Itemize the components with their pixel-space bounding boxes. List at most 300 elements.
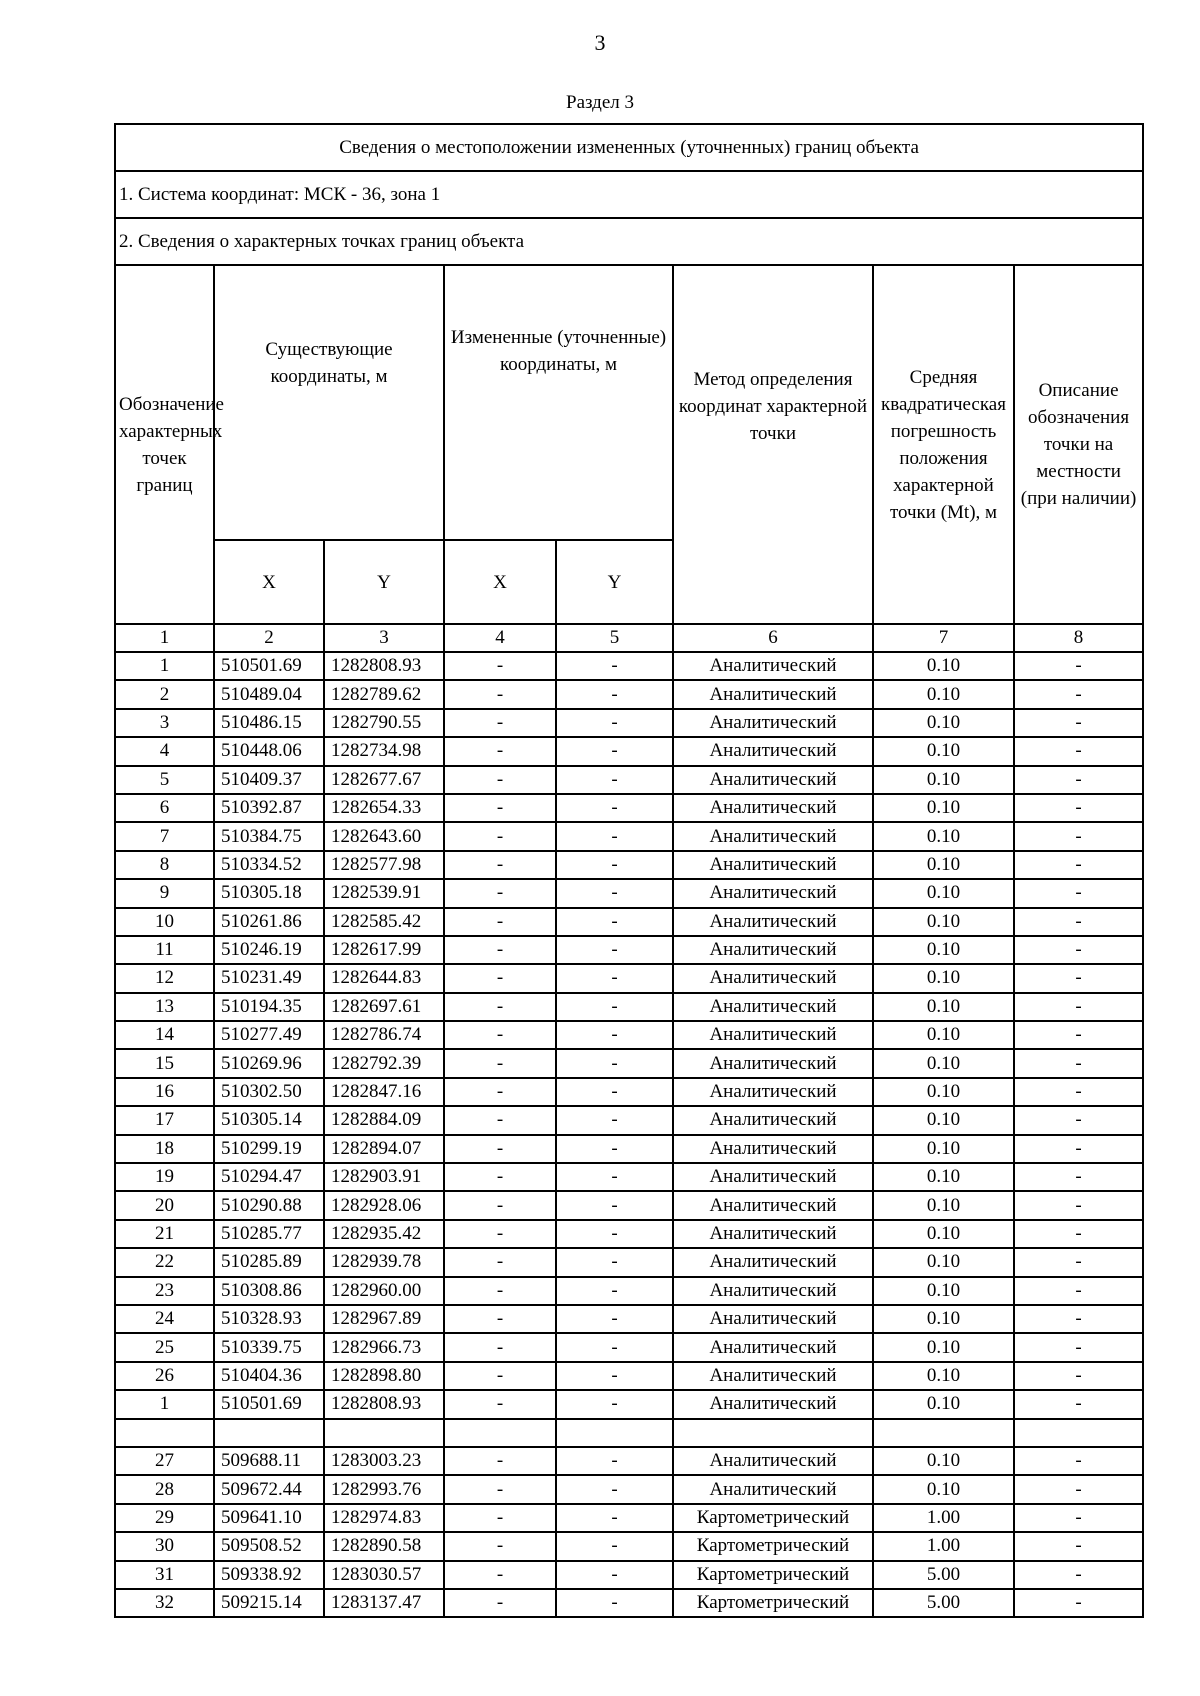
header-accuracy: Средняя квадратическая погрешность положения характерной точки (Mt), м [873,265,1014,624]
cell-description: - [1014,1191,1143,1219]
cell-existing-y: 1283137.47 [324,1589,444,1617]
column-number: 3 [324,624,444,652]
cell-existing-y: 1282643.60 [324,822,444,850]
table-row [115,1589,1143,1617]
cell-changed-y: - [556,1561,673,1589]
cell-changed-y: - [556,766,673,794]
cell-changed-x: - [444,1248,556,1276]
empty-cell [673,1419,873,1447]
cell-description: - [1014,1220,1143,1248]
cell-point-id: 25 [115,1333,214,1361]
cell-existing-x: 510290.88 [214,1191,324,1219]
cell-changed-x: - [444,936,556,964]
header-description: Описание обозначения точки на местности (при наличии) [1014,265,1143,624]
cell-existing-y: 1282697.61 [324,993,444,1021]
cell-accuracy: 0.10 [873,1333,1014,1361]
cell-method: Аналитический [673,1078,873,1106]
header-existing-x: X [214,540,324,624]
cell-existing-y: 1282967.89 [324,1305,444,1333]
cell-existing-x: 510269.96 [214,1049,324,1077]
table-row [115,737,1143,765]
cell-point-id: 24 [115,1305,214,1333]
column-number: 7 [873,624,1014,652]
cell-accuracy: 0.10 [873,1277,1014,1305]
cell-existing-y: 1282939.78 [324,1248,444,1276]
cell-description: - [1014,709,1143,737]
table-row [115,993,1143,1021]
cell-changed-x: - [444,1589,556,1617]
cell-method: Аналитический [673,993,873,1021]
cell-accuracy: 0.10 [873,1078,1014,1106]
cell-method: Аналитический [673,1333,873,1361]
table-row [115,908,1143,936]
cell-method: Аналитический [673,709,873,737]
cell-description: - [1014,1447,1143,1475]
cell-changed-y: - [556,1163,673,1191]
cell-changed-y: - [556,1532,673,1560]
column-number: 1 [115,624,214,652]
cell-existing-x: 510404.36 [214,1362,324,1390]
cell-method: Аналитический [673,908,873,936]
table-row [115,1191,1143,1219]
cell-description: - [1014,1475,1143,1503]
cell-method: Аналитический [673,1021,873,1049]
cell-existing-y: 1282585.42 [324,908,444,936]
cell-changed-x: - [444,1390,556,1418]
cell-accuracy: 0.10 [873,1106,1014,1134]
cell-method: Аналитический [673,936,873,964]
cell-existing-x: 510231.49 [214,964,324,992]
cell-existing-x: 509641.10 [214,1504,324,1532]
cell-changed-x: - [444,1220,556,1248]
cell-existing-x: 510246.19 [214,936,324,964]
points-heading: 2. Сведения о характерных точках границ объекта [115,218,1143,265]
cell-changed-y: - [556,908,673,936]
header-changed-y: Y [556,540,673,624]
cell-accuracy: 0.10 [873,1021,1014,1049]
cell-point-id: 2 [115,680,214,708]
cell-accuracy: 0.10 [873,964,1014,992]
cell-changed-x: - [444,794,556,822]
cell-description: - [1014,1135,1143,1163]
cell-method: Аналитический [673,1220,873,1248]
cell-point-id: 19 [115,1163,214,1191]
table-row [115,1135,1143,1163]
cell-existing-y: 1282894.07 [324,1135,444,1163]
cell-existing-y: 1282928.06 [324,1191,444,1219]
cell-existing-x: 509215.14 [214,1589,324,1617]
cell-existing-x: 510308.86 [214,1277,324,1305]
cell-point-id: 14 [115,1021,214,1049]
cell-changed-x: - [444,737,556,765]
cell-accuracy: 0.10 [873,851,1014,879]
table-row [115,1163,1143,1191]
cell-existing-y: 1282898.80 [324,1362,444,1390]
cell-point-id: 22 [115,1248,214,1276]
cell-point-id: 5 [115,766,214,794]
cell-changed-x: - [444,652,556,680]
cell-accuracy: 0.10 [873,1049,1014,1077]
cell-existing-y: 1282808.93 [324,1390,444,1418]
cell-changed-x: - [444,1049,556,1077]
cell-point-id: 20 [115,1191,214,1219]
table-row [115,1277,1143,1305]
cell-existing-x: 510305.18 [214,879,324,907]
cell-changed-y: - [556,1333,673,1361]
cell-method: Аналитический [673,879,873,907]
header-changed-x: X [444,540,556,624]
section-title: Раздел 3 [566,92,634,113]
cell-point-id: 4 [115,737,214,765]
cell-accuracy: 0.10 [873,1220,1014,1248]
cell-point-id: 30 [115,1532,214,1560]
cell-changed-y: - [556,993,673,1021]
cell-existing-y: 1282677.67 [324,766,444,794]
table-row [115,1390,1143,1418]
table-row [115,1078,1143,1106]
cell-accuracy: 0.10 [873,936,1014,964]
cell-existing-x: 510285.89 [214,1248,324,1276]
table-row [115,1305,1143,1333]
cell-changed-x: - [444,1021,556,1049]
cell-description: - [1014,1106,1143,1134]
cell-method: Аналитический [673,1447,873,1475]
cell-description: - [1014,1248,1143,1276]
cell-existing-x: 510328.93 [214,1305,324,1333]
cell-method: Аналитический [673,680,873,708]
cell-point-id: 31 [115,1561,214,1589]
cell-changed-x: - [444,1504,556,1532]
cell-accuracy: 0.10 [873,1305,1014,1333]
table-row [115,1475,1143,1503]
cell-existing-x: 510448.06 [214,737,324,765]
cell-description: - [1014,1305,1143,1333]
cell-existing-x: 509338.92 [214,1561,324,1589]
cell-changed-y: - [556,709,673,737]
cell-method: Аналитический [673,1049,873,1077]
cell-description: - [1014,879,1143,907]
cell-existing-x: 510486.15 [214,709,324,737]
cell-existing-y: 1282577.98 [324,851,444,879]
cell-description: - [1014,1277,1143,1305]
cell-changed-x: - [444,879,556,907]
cell-accuracy: 0.10 [873,1248,1014,1276]
cell-changed-y: - [556,1504,673,1532]
cell-existing-y: 1282786.74 [324,1021,444,1049]
table-row [115,1106,1143,1134]
table-row [115,1362,1143,1390]
cell-accuracy: 1.00 [873,1504,1014,1532]
cell-existing-y: 1282734.98 [324,737,444,765]
cell-changed-y: - [556,936,673,964]
cell-changed-y: - [556,1277,673,1305]
cell-changed-x: - [444,1447,556,1475]
cell-point-id: 23 [115,1277,214,1305]
cell-existing-y: 1282789.62 [324,680,444,708]
header-existing-y: Y [324,540,444,624]
cell-existing-y: 1282935.42 [324,1220,444,1248]
cell-changed-x: - [444,1561,556,1589]
cell-changed-y: - [556,1390,673,1418]
cell-method: Аналитический [673,1277,873,1305]
cell-existing-y: 1282993.76 [324,1475,444,1503]
cell-changed-y: - [556,851,673,879]
cell-existing-x: 510489.04 [214,680,324,708]
cell-point-id: 28 [115,1475,214,1503]
cell-existing-y: 1283030.57 [324,1561,444,1589]
cell-method: Аналитический [673,1390,873,1418]
cell-changed-x: - [444,851,556,879]
cell-existing-y: 1282890.58 [324,1532,444,1560]
cell-existing-y: 1282654.33 [324,794,444,822]
table-row [115,680,1143,708]
cell-description: - [1014,1333,1143,1361]
cell-existing-x: 510501.69 [214,1390,324,1418]
table-row [115,1248,1143,1276]
cell-accuracy: 0.10 [873,1447,1014,1475]
cell-description: - [1014,1163,1143,1191]
empty-cell [214,1419,324,1447]
table-row [115,851,1143,879]
table-row [115,936,1143,964]
table-row [115,822,1143,850]
cell-changed-y: - [556,1078,673,1106]
column-number: 6 [673,624,873,652]
cell-description: - [1014,851,1143,879]
cell-point-id: 6 [115,794,214,822]
cell-description: - [1014,822,1143,850]
cell-existing-y: 1282884.09 [324,1106,444,1134]
cell-point-id: 17 [115,1106,214,1134]
cell-existing-y: 1282617.99 [324,936,444,964]
cell-changed-x: - [444,1305,556,1333]
table-title: Сведения о местоположении измененных (уточненных) границ объекта [115,124,1143,171]
cell-method: Картометрический [673,1589,873,1617]
cell-changed-y: - [556,1135,673,1163]
table-row [115,1220,1143,1248]
cell-existing-y: 1282974.83 [324,1504,444,1532]
cell-accuracy: 0.10 [873,822,1014,850]
cell-method: Картометрический [673,1532,873,1560]
cell-method: Аналитический [673,794,873,822]
cell-changed-x: - [444,1475,556,1503]
cell-description: - [1014,1589,1143,1617]
cell-changed-y: - [556,964,673,992]
cell-description: - [1014,766,1143,794]
cell-description: - [1014,1532,1143,1560]
table-row [115,1333,1143,1361]
table-row [115,766,1143,794]
cell-point-id: 15 [115,1049,214,1077]
cell-existing-y: 1283003.23 [324,1447,444,1475]
cell-existing-y: 1282847.16 [324,1078,444,1106]
header-existing-coords: Существующие координаты, м [214,265,444,540]
cell-changed-y: - [556,1191,673,1219]
cell-changed-y: - [556,1362,673,1390]
cell-changed-x: - [444,908,556,936]
header-changed-coords: Измененные (уточненные) координаты, м [444,265,673,540]
cell-existing-y: 1282966.73 [324,1333,444,1361]
cell-description: - [1014,794,1143,822]
column-number: 5 [556,624,673,652]
cell-description: - [1014,1390,1143,1418]
cell-existing-y: 1282790.55 [324,709,444,737]
cell-changed-y: - [556,1475,673,1503]
cell-changed-y: - [556,1106,673,1134]
cell-existing-x: 510501.69 [214,652,324,680]
table-row [115,1021,1143,1049]
cell-point-id: 8 [115,851,214,879]
cell-changed-x: - [444,1277,556,1305]
cell-point-id: 12 [115,964,214,992]
cell-accuracy: 0.10 [873,908,1014,936]
table-row [115,1504,1143,1532]
empty-cell [324,1419,444,1447]
cell-method: Аналитический [673,1163,873,1191]
cell-method: Аналитический [673,964,873,992]
cell-existing-x: 510384.75 [214,822,324,850]
cell-existing-x: 510294.47 [214,1163,324,1191]
empty-cell [115,1419,214,1447]
cell-method: Аналитический [673,851,873,879]
cell-point-id: 27 [115,1447,214,1475]
cell-existing-x: 510334.52 [214,851,324,879]
cell-changed-y: - [556,737,673,765]
cell-changed-y: - [556,652,673,680]
cell-existing-x: 509508.52 [214,1532,324,1560]
cell-method: Аналитический [673,737,873,765]
cell-changed-x: - [444,1191,556,1219]
empty-cell [873,1419,1014,1447]
cell-changed-x: - [444,1163,556,1191]
cell-method: Аналитический [673,822,873,850]
cell-point-id: 3 [115,709,214,737]
cell-point-id: 18 [115,1135,214,1163]
cell-existing-y: 1282539.91 [324,879,444,907]
cell-changed-y: - [556,1447,673,1475]
cell-point-id: 1 [115,652,214,680]
cell-existing-x: 510392.87 [214,794,324,822]
cell-method: Аналитический [673,1248,873,1276]
cell-changed-y: - [556,1049,673,1077]
cell-changed-x: - [444,1106,556,1134]
cell-accuracy: 0.10 [873,993,1014,1021]
cell-point-id: 13 [115,993,214,1021]
cell-accuracy: 5.00 [873,1589,1014,1617]
cell-method: Картометрический [673,1504,873,1532]
cell-description: - [1014,936,1143,964]
cell-accuracy: 0.10 [873,680,1014,708]
cell-method: Аналитический [673,1362,873,1390]
column-number: 4 [444,624,556,652]
cell-changed-x: - [444,1333,556,1361]
cell-description: - [1014,1362,1143,1390]
cell-changed-x: - [444,1362,556,1390]
cell-point-id: 29 [115,1504,214,1532]
cell-point-id: 10 [115,908,214,936]
cell-changed-x: - [444,964,556,992]
cell-changed-x: - [444,993,556,1021]
cell-existing-y: 1282644.83 [324,964,444,992]
cell-accuracy: 0.10 [873,1191,1014,1219]
cell-description: - [1014,964,1143,992]
header-point-designation: Обозначение характерных точек границ [115,265,214,624]
cell-accuracy: 0.10 [873,766,1014,794]
cell-accuracy: 0.10 [873,879,1014,907]
empty-cell [444,1419,556,1447]
table-row [115,1447,1143,1475]
cell-changed-x: - [444,766,556,794]
cell-point-id: 7 [115,822,214,850]
cell-description: - [1014,908,1143,936]
table-row [115,709,1143,737]
cell-existing-x: 510261.86 [214,908,324,936]
cell-existing-x: 510305.14 [214,1106,324,1134]
cell-existing-y: 1282960.00 [324,1277,444,1305]
cell-accuracy: 0.10 [873,652,1014,680]
cell-accuracy: 0.10 [873,1475,1014,1503]
cell-existing-x: 510299.19 [214,1135,324,1163]
cell-accuracy: 5.00 [873,1561,1014,1589]
cell-method: Аналитический [673,1191,873,1219]
column-numbers-row [115,624,1143,652]
cell-changed-x: - [444,709,556,737]
cell-method: Картометрический [673,1561,873,1589]
cell-existing-x: 510285.77 [214,1220,324,1248]
cell-existing-y: 1282792.39 [324,1049,444,1077]
cell-description: - [1014,737,1143,765]
cell-description: - [1014,993,1143,1021]
cell-point-id: 11 [115,936,214,964]
cell-changed-x: - [444,822,556,850]
cell-changed-y: - [556,1589,673,1617]
cell-point-id: 21 [115,1220,214,1248]
table-row [115,794,1143,822]
cell-accuracy: 0.10 [873,1163,1014,1191]
cell-existing-y: 1282808.93 [324,652,444,680]
cell-point-id: 26 [115,1362,214,1390]
cell-changed-y: - [556,879,673,907]
table-row [115,1532,1143,1560]
cell-description: - [1014,1561,1143,1589]
cell-method: Аналитический [673,1106,873,1134]
table-row [115,879,1143,907]
cell-point-id: 32 [115,1589,214,1617]
cell-existing-x: 510409.37 [214,766,324,794]
column-number: 8 [1014,624,1143,652]
cell-changed-y: - [556,1220,673,1248]
cell-accuracy: 1.00 [873,1532,1014,1560]
cell-method: Аналитический [673,1475,873,1503]
table-row [115,1561,1143,1589]
cell-description: - [1014,1504,1143,1532]
cell-changed-y: - [556,794,673,822]
cell-method: Аналитический [673,652,873,680]
cell-existing-x: 510339.75 [214,1333,324,1361]
cell-accuracy: 0.10 [873,794,1014,822]
cell-method: Аналитический [673,1305,873,1333]
header-method: Метод определения координат характерной точки [673,265,873,624]
cell-changed-y: - [556,680,673,708]
cell-existing-x: 509688.11 [214,1447,324,1475]
cell-existing-x: 510302.50 [214,1078,324,1106]
cell-accuracy: 0.10 [873,737,1014,765]
empty-cell [1014,1419,1143,1447]
table-row [115,652,1143,680]
cell-description: - [1014,680,1143,708]
cell-changed-x: - [444,680,556,708]
cell-changed-y: - [556,1305,673,1333]
